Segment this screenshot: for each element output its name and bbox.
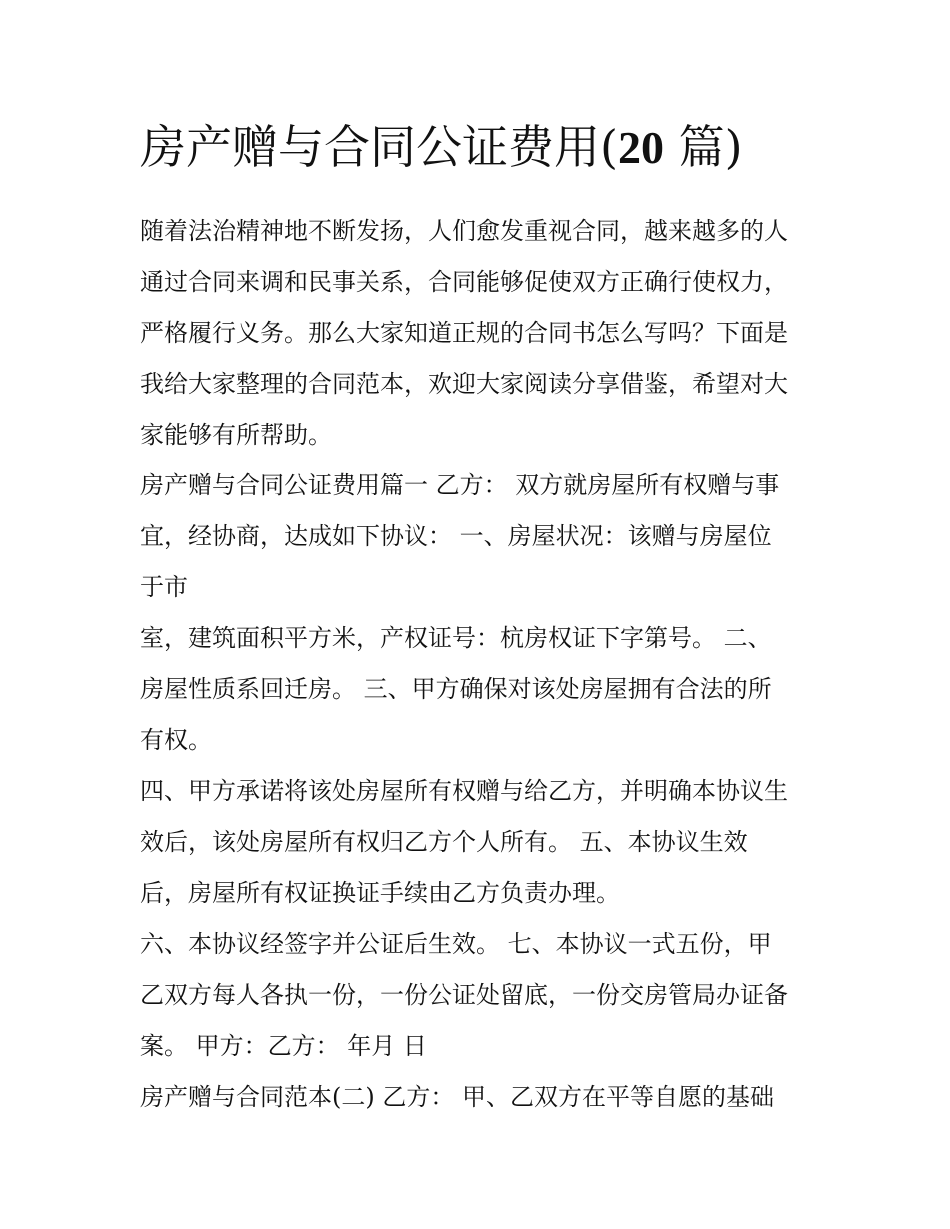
contract-two-paragraph — [140, 1072, 774, 1123]
document-title-number: 20 — [617, 122, 664, 173]
document-title-suffix: 篇) — [663, 120, 743, 174]
text-line: 通过合同来调和民事关系，合同能够促使双方正确行使权力， — [140, 268, 788, 296]
text-line: 室，建筑面积平方米，产权证号：杭房权证下字第号。 二、 — [140, 624, 772, 652]
text-line: 乙双方每人各执一份，一份公证处留底，一份交房管局办证备 — [140, 981, 788, 1009]
text-line: 效后，该处房屋所有权归乙方个人所有。 五、本协议生效 — [140, 828, 748, 856]
text-line: 四、甲方承诺将该处房屋所有权赠与给乙方，并明确本协议生 — [140, 777, 788, 805]
text-line: 六、本协议经签字并公证后生效。 七、本协议一式五份，甲 — [140, 930, 772, 958]
intro-paragraph — [140, 206, 788, 461]
gift-terms-paragraph — [140, 766, 788, 919]
text-line: 后，房屋所有权证换证手续由乙方负责办理。 — [140, 879, 620, 907]
text-line: 家能够有所帮助。 — [140, 421, 332, 449]
text-line: 有权。 — [140, 726, 212, 754]
text-line: 房产赠与合同公证费用篇一 乙方： 双方就房屋所有权赠与事 — [140, 471, 780, 499]
signature-terms-paragraph — [140, 919, 788, 1072]
text-line: 于市 — [140, 573, 188, 601]
text-line: 房屋性质系回迁房。 三、甲方确保对该处房屋拥有合法的所 — [140, 675, 772, 703]
property-details-paragraph — [140, 613, 772, 766]
text-line: 房产赠与合同范本(二) 乙方： 甲、乙双方在平等自愿的基础 — [140, 1083, 774, 1111]
document-title — [140, 118, 860, 177]
text-line: 案。 甲方：乙方： 年月 日 — [140, 1032, 427, 1060]
text-line: 我给大家整理的合同范本，欢迎大家阅读分享借鉴，希望对大 — [140, 370, 788, 398]
document-title-prefix: 房产赠与合同公证费用( — [140, 120, 618, 174]
text-line: 随着法治精神地不断发扬，人们愈发重视合同，越来越多的人 — [140, 217, 788, 245]
text-line: 严格履行义务。那么大家知道正规的合同书怎么写吗？下面是 — [140, 319, 788, 347]
contract-one-paragraph — [140, 460, 779, 613]
text-line: 宜，经协商，达成如下协议： 一、房屋状况：该赠与房屋位 — [140, 522, 772, 550]
